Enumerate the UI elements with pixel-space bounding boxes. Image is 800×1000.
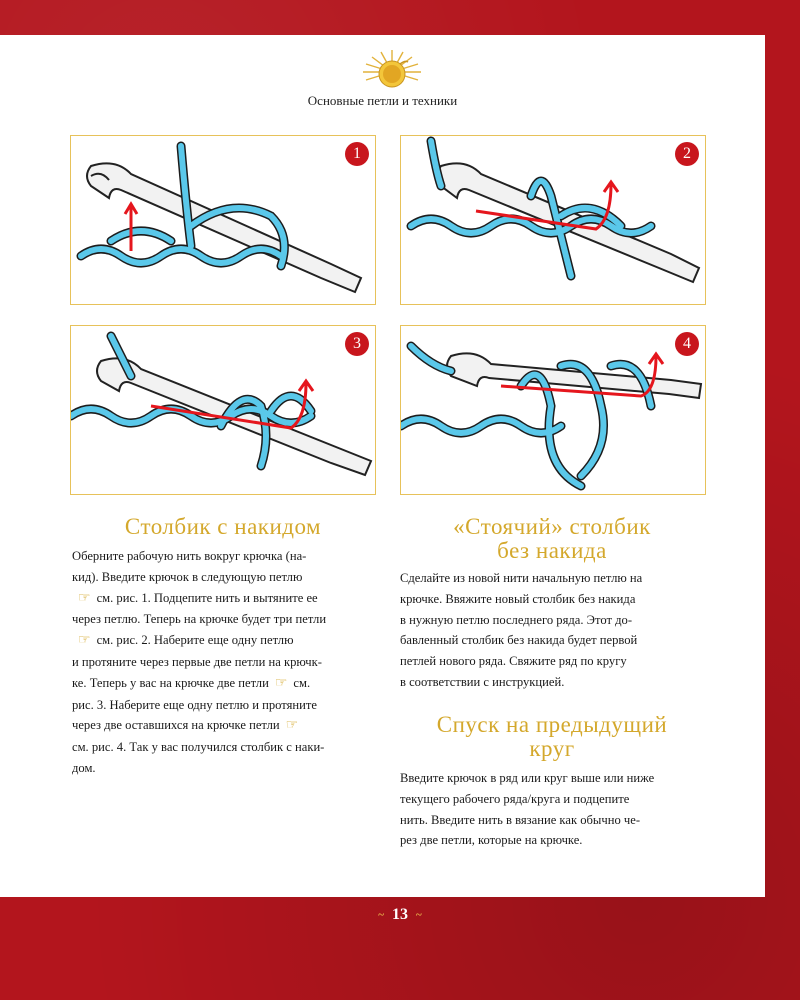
page-number: 13 — [392, 906, 408, 923]
text-line: петлей нового ряда. Свяжите ряд по кругу — [400, 654, 627, 669]
text-line: Введите крючок в ряд или круг выше или ниже — [400, 771, 655, 785]
text-line: дом. — [72, 760, 96, 775]
figure-3 — [70, 325, 376, 495]
text-line: ☞ см. рис. 1. Подцепите нить и вытяните ее — [72, 588, 377, 610]
section-title-standing-single-crochet — [398, 515, 706, 563]
figure-number-badge: 1 — [345, 142, 369, 166]
crochet-diagram-3 — [71, 326, 376, 495]
text-line: нить. Введите нить в вязание как обычно че- — [400, 812, 641, 827]
crochet-diagram-1 — [71, 136, 376, 305]
footer-ornament-left: ~ — [378, 909, 384, 922]
section-title-working-into-previous-round — [398, 713, 706, 761]
standing-single-crochet-instructions — [400, 568, 706, 693]
title-line: без накида — [497, 538, 607, 563]
pointing-hand-icon: ☞ — [274, 675, 288, 691]
text-line: текущего рабочего ряда/круга и подцепите — [400, 791, 630, 806]
text-line: крючке. Ввяжите новый столбик без накида — [400, 591, 636, 606]
figure-2 — [400, 135, 706, 305]
figure-number-badge: 2 — [675, 142, 699, 166]
sun-yarn-logo-icon — [357, 48, 427, 92]
text-line: ☞ см. рис. 2. Наберите еще одну петлю — [72, 630, 377, 652]
text-line: бавленный столбик без накида будет первой — [400, 633, 638, 648]
section-title-double-crochet: Столбик с накидом — [124, 514, 322, 539]
title-line: круг — [529, 736, 575, 761]
footer-ornament-right: ~ — [416, 909, 422, 922]
text-line: в нужную петлю последнего ряда. Этот до- — [400, 612, 633, 627]
crochet-diagram-2 — [401, 136, 706, 305]
text-line: рис. 3. Наберите еще одну петлю и протяните — [72, 697, 317, 712]
text-line: в соответствии с инструкцией. — [400, 674, 565, 689]
text-line: и протяните через первые две петли на крючк- — [72, 654, 322, 669]
double-crochet-instructions — [72, 546, 377, 779]
figure-number-badge: 3 — [345, 332, 369, 356]
page-footer — [0, 906, 800, 924]
running-head: Основные петли и техники — [307, 93, 458, 108]
text-line: ке. Теперь у вас на крючке две петли ☞ см. — [72, 673, 377, 695]
pointing-hand-icon: ☞ — [78, 590, 91, 606]
text-line: Сделайте из новой нити начальную петлю на — [400, 571, 643, 585]
text-line: через две оставшихся на крючке петли ☞ — [72, 715, 377, 737]
text-line: см. рис. 4. Так у вас получился столбик с наки- — [72, 740, 325, 755]
text-line: кид). Введите крючок в следующую петлю — [72, 569, 303, 584]
text-line: через петлю. Теперь на крючке будет три петли — [72, 612, 327, 627]
title-line: Спуск на предыдущий — [436, 712, 668, 737]
pointing-hand-icon: ☞ — [285, 718, 299, 734]
text-line: Оберните рабочую нить вокруг крючка (на- — [72, 549, 307, 563]
text-line: рез две петли, которые на крючке. — [400, 833, 583, 848]
figure-number-badge: 4 — [675, 332, 699, 356]
previous-round-instructions — [400, 768, 706, 851]
figure-1 — [70, 135, 376, 305]
pointing-hand-icon: ☞ — [78, 633, 91, 649]
title-line: «Стоячий» столбик — [453, 514, 651, 539]
figure-4 — [400, 325, 706, 495]
crochet-diagram-4 — [401, 326, 706, 495]
